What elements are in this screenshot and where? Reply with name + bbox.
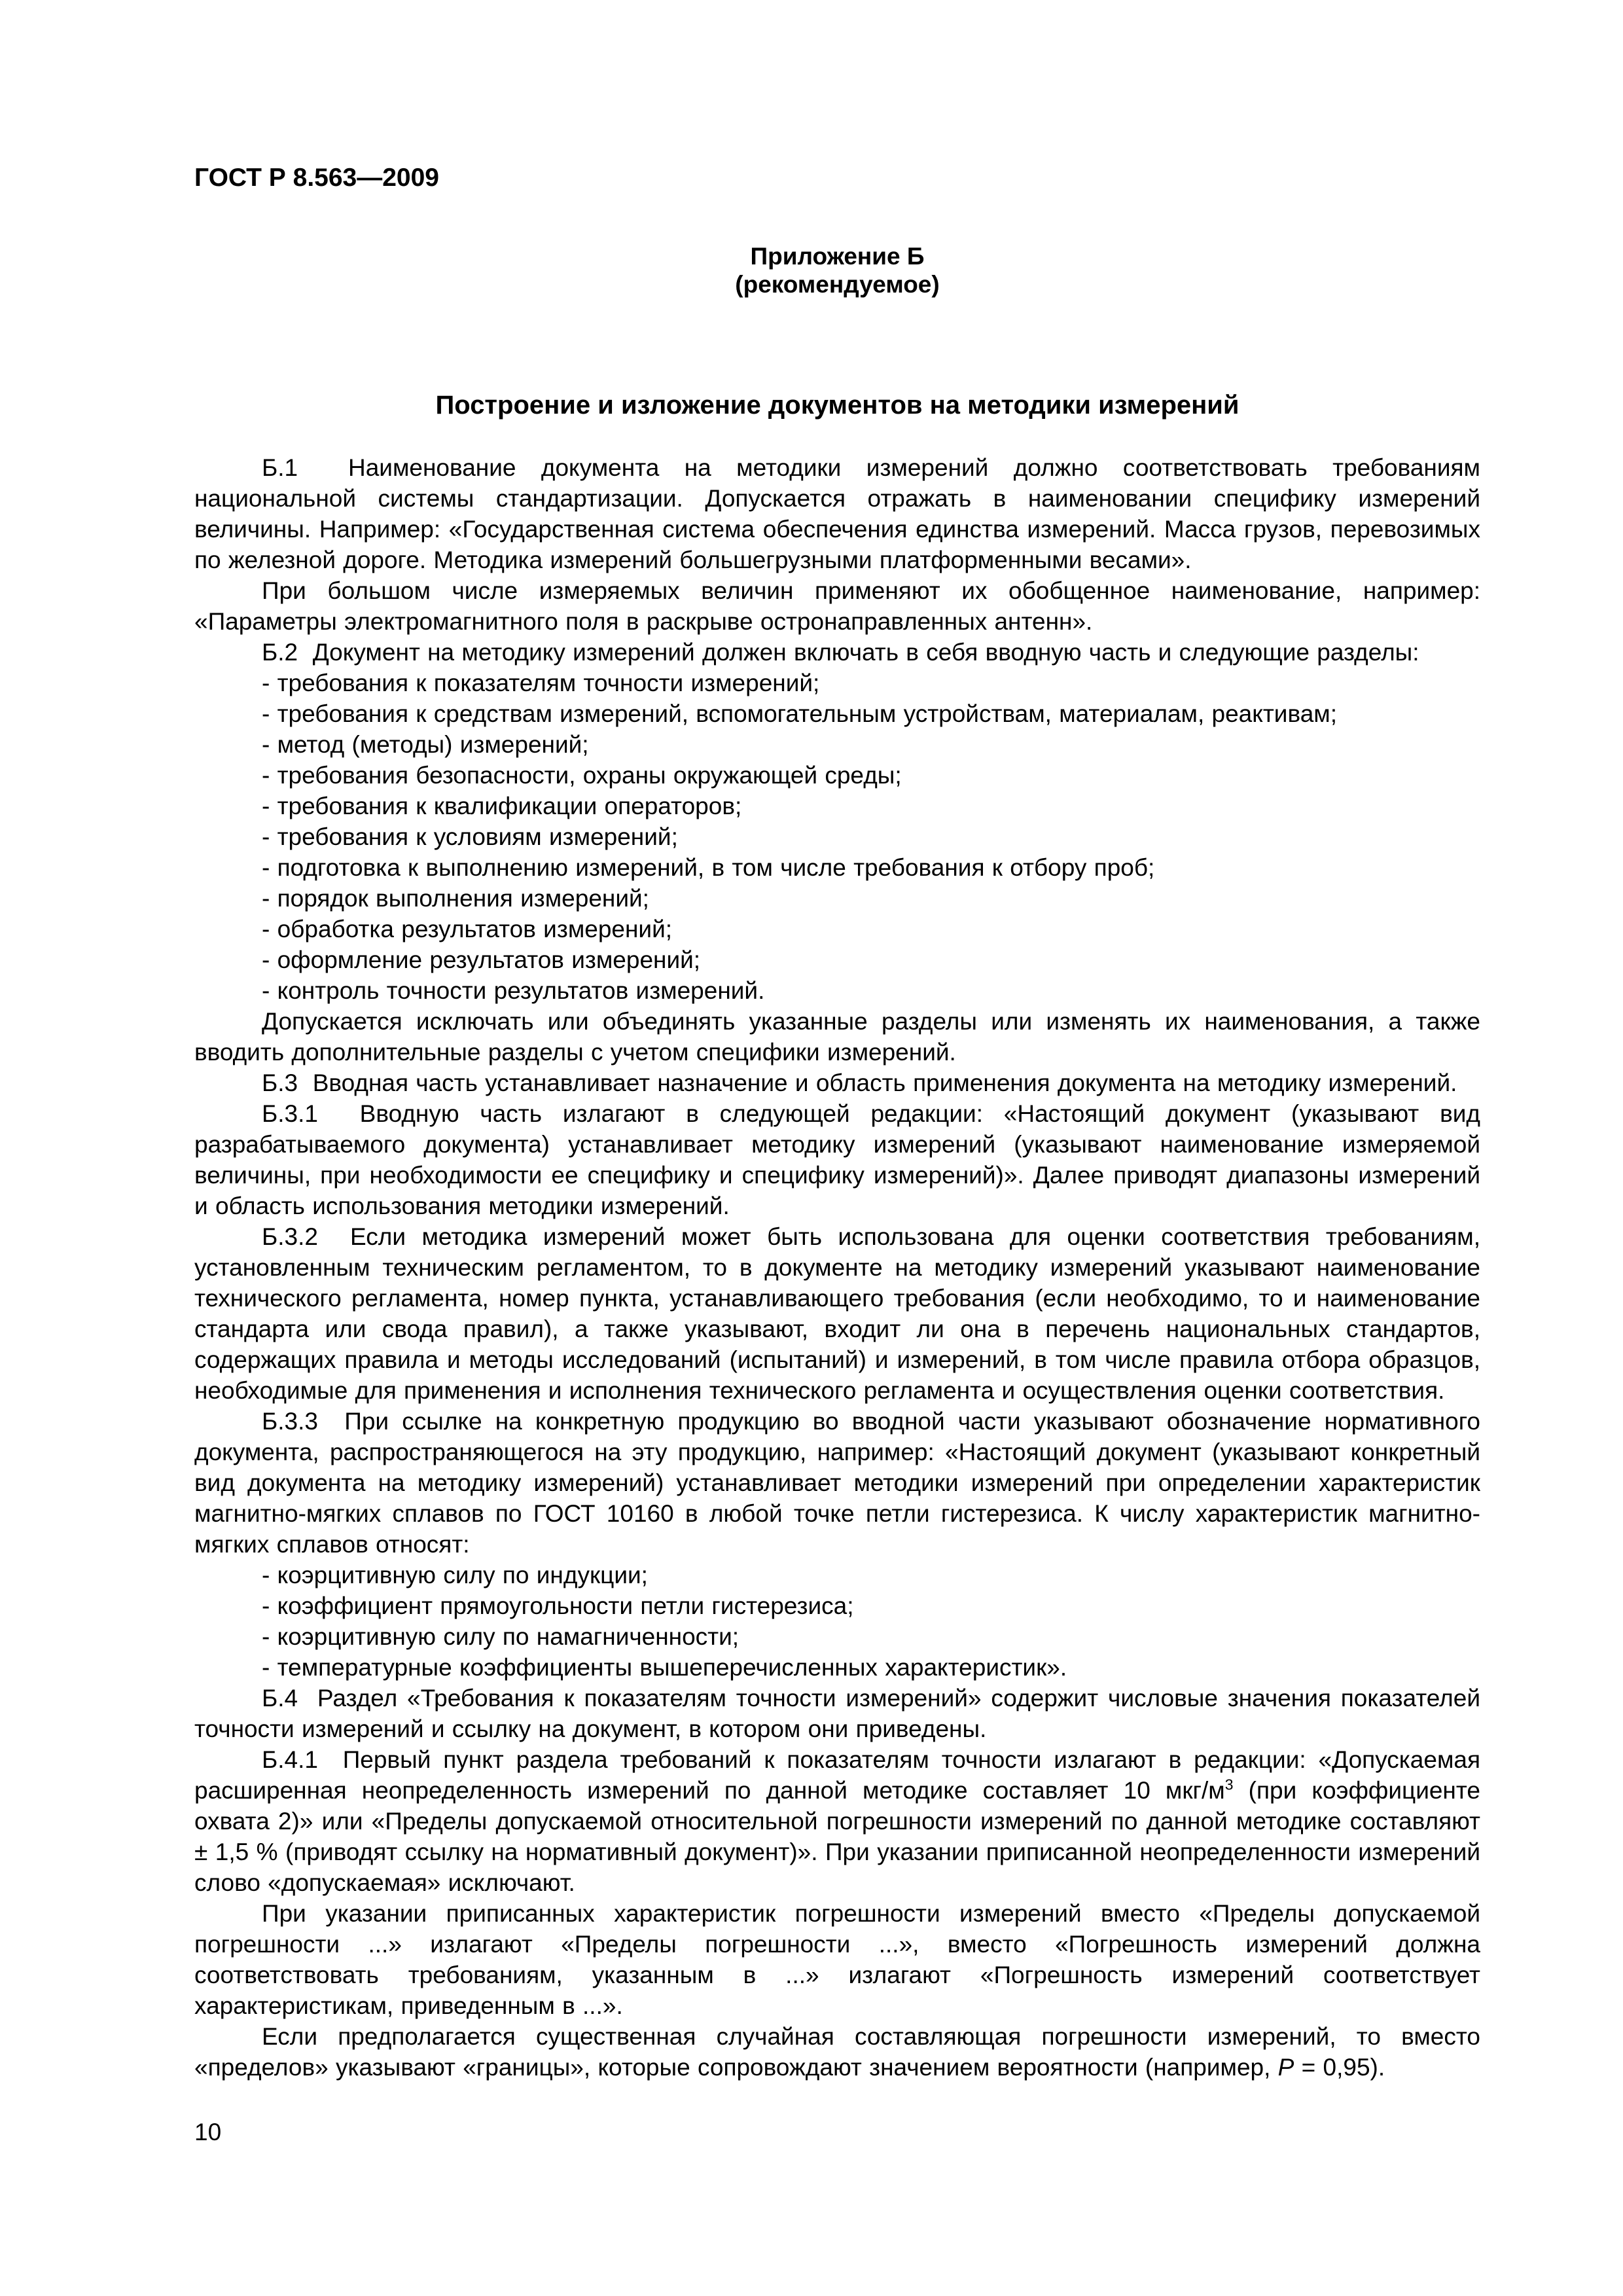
- text-run: Б.3 Вводная часть устанавливает назначение и область применения документа на методику измерений.: [262, 1069, 1457, 1096]
- text-run: - требования к условиям измерений;: [262, 823, 678, 850]
- text-run: - метод (методы) измерений;: [262, 731, 589, 758]
- list-item: [194, 1621, 1480, 1652]
- text-run: - обработка результатов измерений;: [262, 916, 673, 942]
- paragraph: [194, 1006, 1480, 1067]
- superscript-text: 3: [1224, 1776, 1234, 1793]
- list-item: [194, 729, 1480, 760]
- text-run: Б.4.1 Первый пункт раздела требований к показателям точности излагают в редакции: «Допускаемая расширенная неопределенность измерений по данной методике составляет 10 мкг/м: [194, 1746, 1480, 1804]
- doc-code-header: ГОСТ Р 8.563—2009: [194, 164, 439, 192]
- paragraph: [194, 1898, 1480, 2021]
- text-run: (при коэффициенте охвата 2)» или «Пределы допускаемой относительной погрешности измерений по данной методике составляют ± 1,5 % (приводят ссылку на нормативный документ)». При указании приписанной неопределенности измерений слово «допускаемая» исключают.: [194, 1777, 1480, 1896]
- text-run: Б.2 Документ на методику измерений должен включать в себя вводную часть и следующие разделы:: [262, 639, 1419, 666]
- paragraph: [194, 452, 1480, 575]
- paragraph: [194, 1221, 1480, 1406]
- text-run: - коэрцитивную силу по индукции;: [262, 1562, 648, 1588]
- paragraph: [194, 637, 1480, 668]
- text-run: Допускается исключать или объединять указанные разделы или изменять их наименования, а также вводить дополнительные разделы с учетом специфики измерений.: [194, 1008, 1480, 1066]
- text-run: - коэффициент прямоугольности петли гистерезиса;: [262, 1592, 854, 1619]
- text-run: - оформление результатов измерений;: [262, 946, 701, 973]
- page-number: 10: [194, 2119, 222, 2145]
- text-run: - требования к квалификации операторов;: [262, 793, 742, 819]
- paragraph: [194, 1098, 1480, 1221]
- text-run: - требования к средствам измерений, вспомогательным устройствам, материалам, реактивам;: [262, 700, 1338, 727]
- text-run: - подготовка к выполнению измерений, в том числе требования к отбору проб;: [262, 854, 1155, 881]
- text-run: - контроль точности результатов измерений.: [262, 977, 765, 1004]
- list-item: [194, 944, 1480, 975]
- paragraph: [194, 1067, 1480, 1098]
- paragraph: [194, 1406, 1480, 1560]
- paragraph: [194, 2021, 1480, 2083]
- paragraph: [194, 1744, 1480, 1898]
- list-item: [194, 1652, 1480, 1683]
- text-run: = 0,95).: [1294, 2054, 1385, 2081]
- text-run: При большом числе измеряемых величин применяют их обобщенное наименование, например: «Параметры электромагнитного поля в раскрыве остронаправленных антенн».: [194, 577, 1480, 635]
- list-item: [194, 821, 1480, 852]
- appendix-label: Приложение Б: [750, 243, 925, 270]
- appendix-block: [194, 242, 1480, 298]
- text-run: Если предполагается существенная случайная составляющая погрешности измерений, то вместо «пределов» указывают «границы», которые сопровождают значением вероятности (например,: [194, 2023, 1480, 2081]
- text-run: Б.4 Раздел «Требования к показателям точности измерений» содержит числовые значения показателей точности измерений и ссылку на документ, в котором они приведены.: [194, 1685, 1480, 1742]
- text-run: - требования к показателям точности измерений;: [262, 670, 820, 696]
- text-run: - порядок выполнения измерений;: [262, 885, 649, 912]
- list-item: [194, 791, 1480, 821]
- paragraph: [194, 1683, 1480, 1744]
- list-item: [194, 883, 1480, 914]
- text-run: При указании приписанных характеристик погрешности измерений вместо «Пределы допускаемой погрешности ...» излагают «Пределы погрешности ...», вместо «Погрешность измерений должна соответствовать требованиям, указанным в ...» излагают «Погрешность измерений соответствует характеристикам, приведенным в ...».: [194, 1900, 1480, 2019]
- list-item: [194, 1590, 1480, 1621]
- appendix-note: (рекомендуемое): [735, 271, 940, 298]
- text-run: - коэрцитивную силу по намагниченности;: [262, 1623, 740, 1650]
- list-item: [194, 1560, 1480, 1590]
- text-run: - температурные коэффициенты вышеперечисленных характеристик».: [262, 1654, 1067, 1681]
- document-body: [194, 452, 1480, 2083]
- list-item: [194, 914, 1480, 944]
- list-item: [194, 668, 1480, 698]
- text-run: - требования безопасности, охраны окружающей среды;: [262, 762, 902, 789]
- text-run: Б.3.2 Если методика измерений может быть использована для оценки соответствия требованиям, установленным техническим регламентом, то в документе на методику измерений указывают наименование технического регламента, номер пункта, устанавливающего требования (если необходимо, то и наименование стандарта или свода правил), а также указывают, входит ли она в перечень национальных стандартов, содержащих правила и методы исследований (испытаний) и измерений, в том числе правила отбора образцов, необходимые для применения и исполнения технического регламента и осуществления оценки соответствия.: [194, 1223, 1480, 1404]
- text-run: Б.3.3 При ссылке на конкретную продукцию во вводной части указывают обозначение нормативного документа, распространяющегося на эту продукцию, например: «Настоящий документ (указывают конкретный вид документа на методику измерений) устанавливает методики измерений при определении характеристик магнитно-мягких сплавов по ГОСТ 10160 в любой точке петли гистерезиса. К числу характеристик магнитно-мягких сплавов относят:: [194, 1408, 1480, 1558]
- page-title: Построение и изложение документов на методики измерений: [435, 391, 1240, 420]
- list-item: [194, 698, 1480, 729]
- text-run: Б.3.1 Вводную часть излагают в следующей редакции: «Настоящий документ (указывают вид разрабатываемого документа) устанавливает методику измерений (указывают наименование измеряемой величины, при необходимости ее специфику и специфику измерений)». Далее приводят диапазоны измерений и область использования методики измерений.: [194, 1100, 1480, 1219]
- list-item: [194, 760, 1480, 791]
- paragraph: [194, 575, 1480, 637]
- italic-text: P: [1277, 2054, 1294, 2081]
- list-item: [194, 975, 1480, 1006]
- text-run: Б.1 Наименование документа на методики измерений должно соответствовать требованиям национальной системы стандартизации. Допускается отражать в наименовании специфику измерений величины. Например: «Государственная система обеспечения единства измерений. Масса грузов, перевозимых по железной дороге. Методика измерений большегрузными платформенными весами».: [194, 454, 1480, 573]
- list-item: [194, 852, 1480, 883]
